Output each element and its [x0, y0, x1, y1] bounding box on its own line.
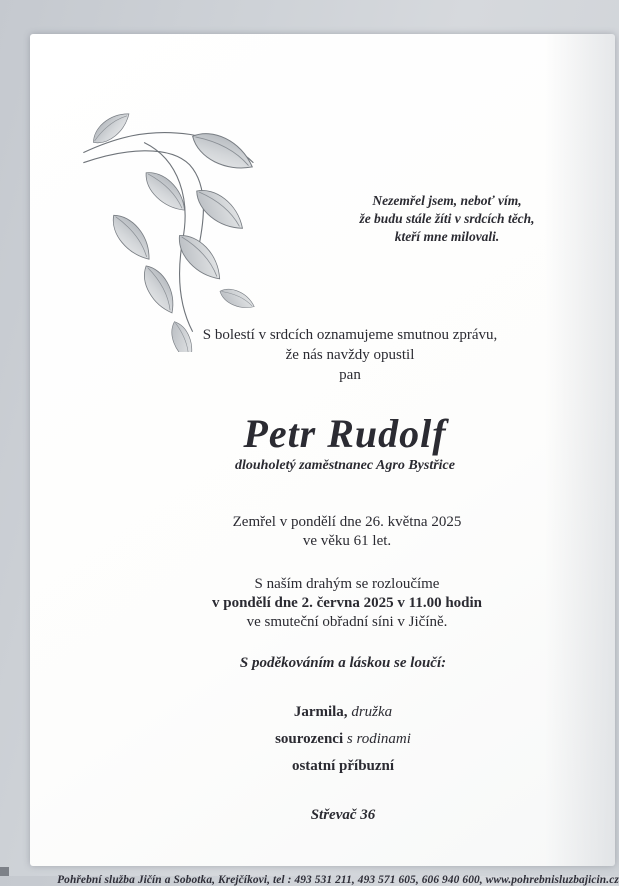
mourner-line	[275, 699, 411, 726]
announcement-line: že nás navždy opustil	[285, 347, 415, 363]
verse-line: že budu stále žíti v srdcích těch,	[359, 211, 535, 226]
mourner-relation: s rodinami	[343, 731, 411, 747]
farewell-intro-line: S naším drahým se rozloučíme	[254, 576, 440, 592]
verse-line: Nezemřel jsem, neboť vím,	[372, 193, 522, 208]
death-date-line: Zemřel v pondělí dne 26. května 2025	[232, 514, 462, 530]
announcement-text	[203, 325, 498, 385]
death-info	[233, 513, 462, 551]
mourners-list	[275, 699, 411, 780]
farewell-date-line: v pondělí dne 2. června 2025 v 11.00 hodin	[211, 595, 483, 611]
farewell-info	[212, 575, 482, 632]
mourner-line	[275, 726, 411, 753]
memorial-verse	[359, 192, 534, 246]
announcement-line: pan	[339, 367, 361, 383]
death-age-line: ve věku 61 let.	[302, 533, 392, 549]
mourner-relation: družka	[347, 704, 393, 720]
thanks-line: S poděkováním a láskou se loučí:	[239, 655, 447, 671]
farewell-place-line: ve smuteční obřadní síni v Jičíně.	[246, 614, 448, 630]
mourner-name: sourozenci	[275, 731, 344, 747]
deceased-subtitle: dlouholetý zaměstnanec Agro Bystřice	[235, 458, 455, 473]
mourner-name: ostatní příbuzní	[291, 758, 395, 774]
announcement-line: S bolestí v srdcích oznamujeme smutnou zprávu,	[202, 327, 498, 343]
home-address: Střevač 36	[310, 807, 376, 823]
scan-corner-artifact	[0, 867, 9, 876]
funeral-service-footer: Pohřební služba Jičín a Sobotka, Krejčíkovi, tel : 493 531 211, 493 571 605, 606 940 600, www.pohrebnisluzbajicin.cz	[57, 874, 619, 886]
paper-sheet	[30, 34, 619, 886]
mourner-line	[275, 753, 411, 780]
leaf-branch-illustration	[82, 104, 277, 352]
deceased-name: Petr Rudolf	[243, 411, 447, 456]
verse-line: kteří mne milovali.	[394, 229, 500, 244]
mourner-name: Jarmila,	[293, 704, 348, 720]
